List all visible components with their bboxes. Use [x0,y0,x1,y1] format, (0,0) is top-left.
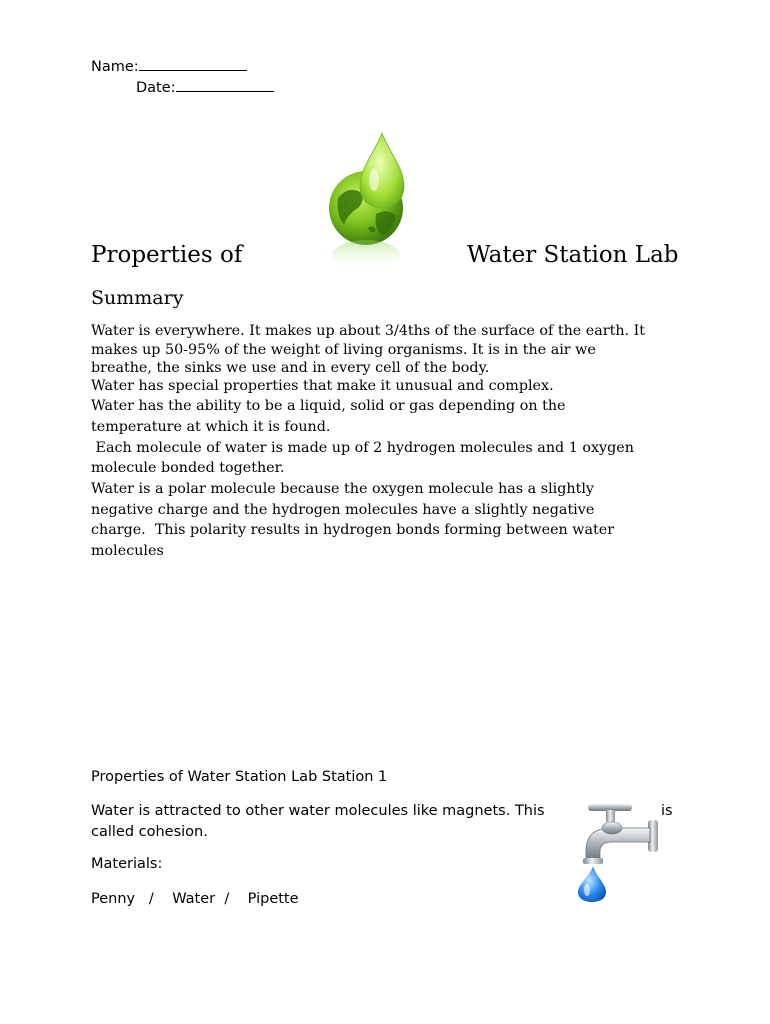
summary-line: Water is everywhere. It makes up about 3/4ths of the surface of the earth. It [91,323,646,339]
materials-list: Penny / Water / Pipette [91,891,299,907]
station1-intro-line2: called cohesion. [91,824,208,840]
summary-line: Water has special properties that make it unusual and complex. [91,378,554,394]
summary-line: Water is a polar molecule because the oxygen molecule has a slightly [91,481,594,497]
summary-line: molecule bonded together. [91,460,285,476]
faucet-icon [570,798,662,904]
page-title-left: Properties of [91,242,243,268]
summary-line: makes up 50-95% of the weight of living organisms. It is in the air we [91,342,596,358]
materials-label: Materials: [91,856,163,872]
summary-line: Each molecule of water is made up of 2 hydrogen molecules and 1 oxygen [91,440,634,456]
date-label: Date: [136,80,176,96]
summary-line: temperature at which it is found. [91,419,331,435]
summary-line: charge. This polarity results in hydrogen bonds forming between water [91,522,615,538]
summary-heading: Summary [91,287,184,309]
date-field [136,78,274,96]
name-field [91,57,247,75]
summary-line: breathe, the sinks we use and in every cell of the body. [91,360,490,376]
station1-intro-is: is [661,803,673,819]
date-blank-line [176,78,274,92]
water-drop-globe-icon [318,128,418,278]
summary-line: Water has the ability to be a liquid, solid or gas depending on the [91,398,566,414]
name-blank-line [139,57,247,71]
station1-heading: Properties of Water Station Lab Station 1 [91,769,388,785]
page-title-right: Water Station Lab [467,242,679,268]
name-label: Name: [91,59,139,75]
summary-line: negative charge and the hydrogen molecules have a slightly negative [91,502,595,518]
station1-intro-line1: Water is attracted to other water molecules like magnets. This [91,803,545,819]
summary-line: molecules [91,543,164,559]
